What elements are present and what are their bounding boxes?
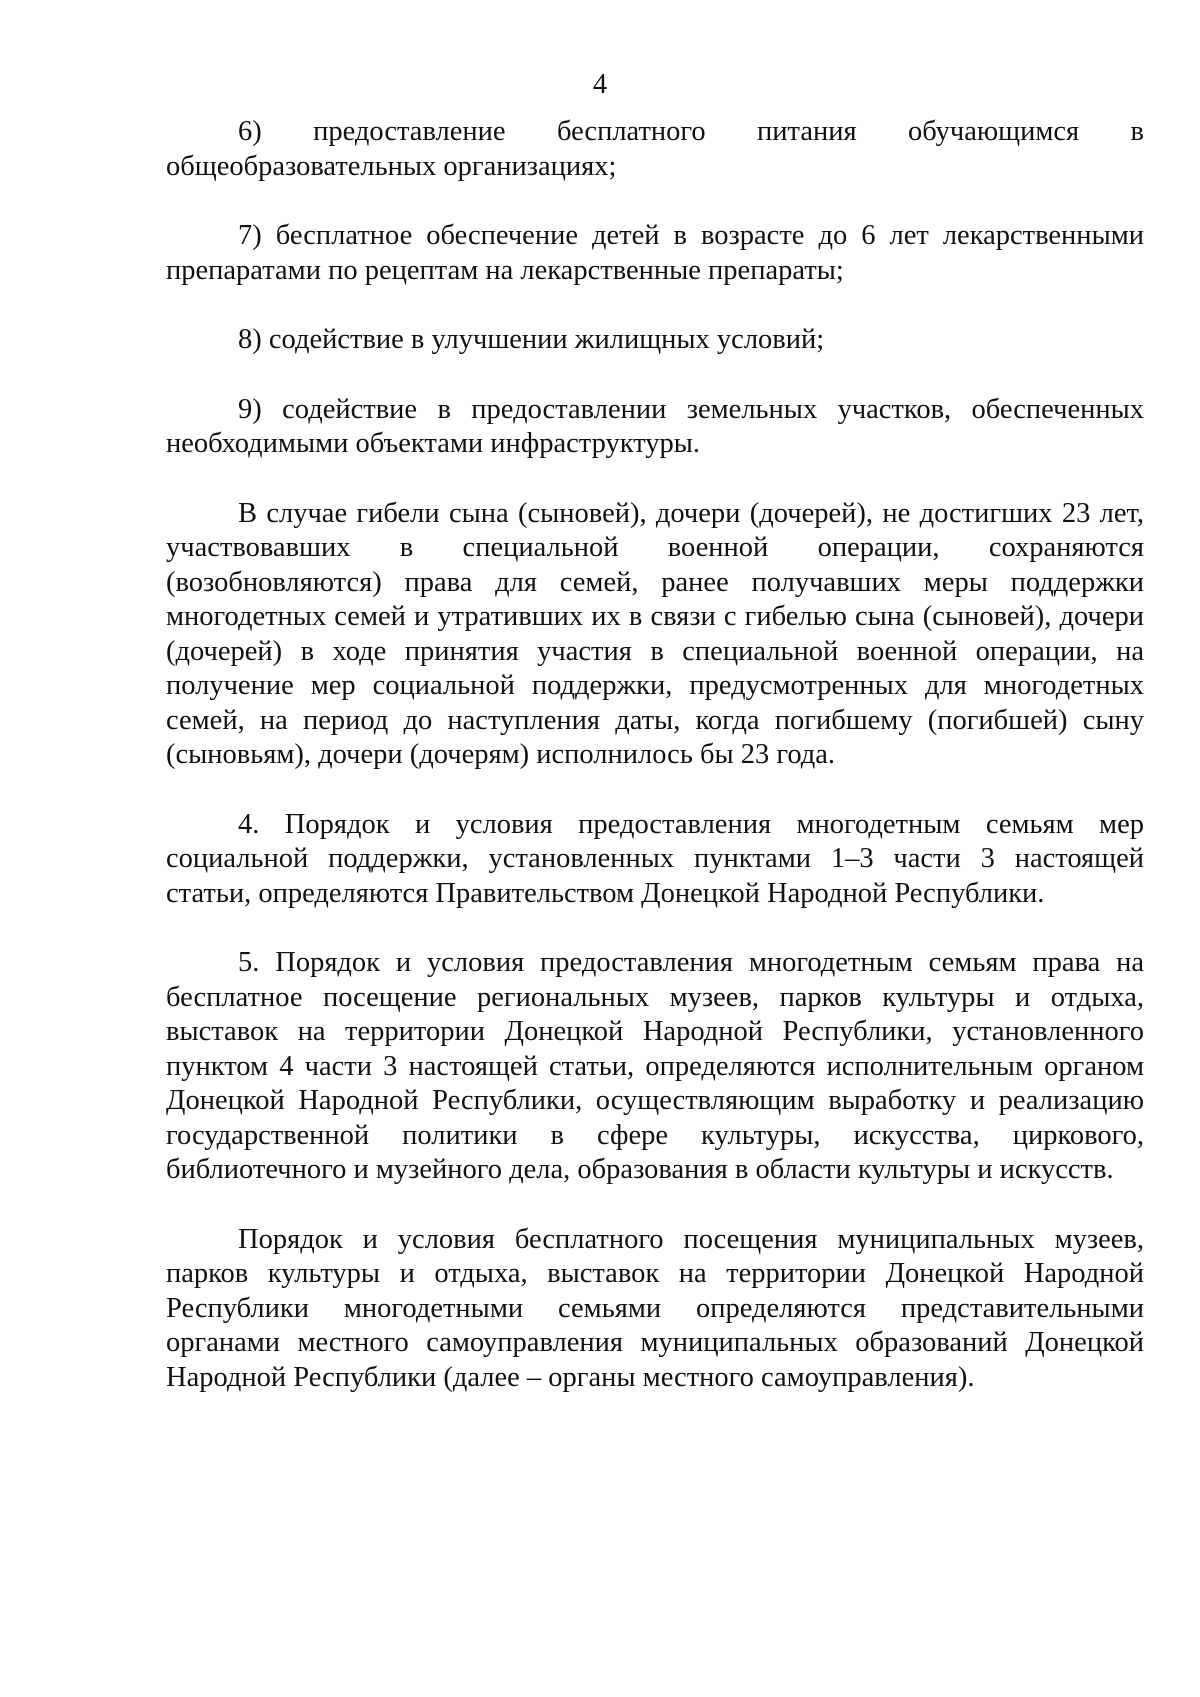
paragraph-item-9: 9) содействие в предоставлении земельных участков, обеспеченных необходимыми объектами инфраструктуры.: [166, 393, 1144, 459]
paragraph-item-8: 8) содействие в улучшении жилищных условий;: [238, 324, 825, 355]
paragraph-part-4: 4. Порядок и условия предоставления многодетным семьям мер социальной поддержки, установленных пунктами 1–3 части 3 настоящей статьи, определяются Правительством Донецкой Народной Республики.: [166, 808, 1144, 909]
paragraph-item-6: 6) предоставление бесплатного питания обучающимся в общеобразовательных организациях;: [166, 116, 1144, 182]
paragraph-deceased-children-rights: В случае гибели сына (сыновей), дочери (дочерей), не достигших 23 лет, участвовавших в специальной военной операции, сохраняются (возобновляются) права для семей, ранее получавших меры поддержки многодетных семей и утративших их в связи с гибелью сына (сыновей), дочери (дочерей) в ходе принятия участия в специальной военной операции, на получение мер социальной поддержки, предусмотренных для многодетных семей, на период до наступления даты, когда погибшему (погибшей) сыну (сыновьям), дочери (дочерям) исполнилось бы 23 года.: [166, 497, 1144, 770]
paragraph-municipal-museums: Порядок и условия бесплатного посещения муниципальных музеев, парков культуры и отдыха, выставок на территории Донецкой Народной Республики многодетными семьями определяются представительными органами местного самоуправления муниципальных образований Донецкой Народной Республики (далее – органы местного самоуправления).: [166, 1223, 1144, 1393]
paragraph-part-5: 5. Порядок и условия предоставления многодетным семьям права на бесплатное посещение региональных музеев, парков культуры и отдыха, выставок на территории Донецкой Народной Республики, установленного пунктом 4 части 3 настоящей статьи, определяются исполнительным органом Донецкой Народной Республики, осуществляющим выработку и реализацию государственной политики в сфере культуры, искусства, циркового, библиотечного и музейного дела, образования в области культуры и искусств.: [166, 947, 1144, 1185]
paragraph-item-7: 7) бесплатное обеспечение детей в возрасте до 6 лет лекарственными препаратами по рецептам на лекарственные препараты;: [166, 220, 1144, 286]
document-body: [166, 115, 1144, 1430]
page-number: 4: [592, 69, 608, 100]
